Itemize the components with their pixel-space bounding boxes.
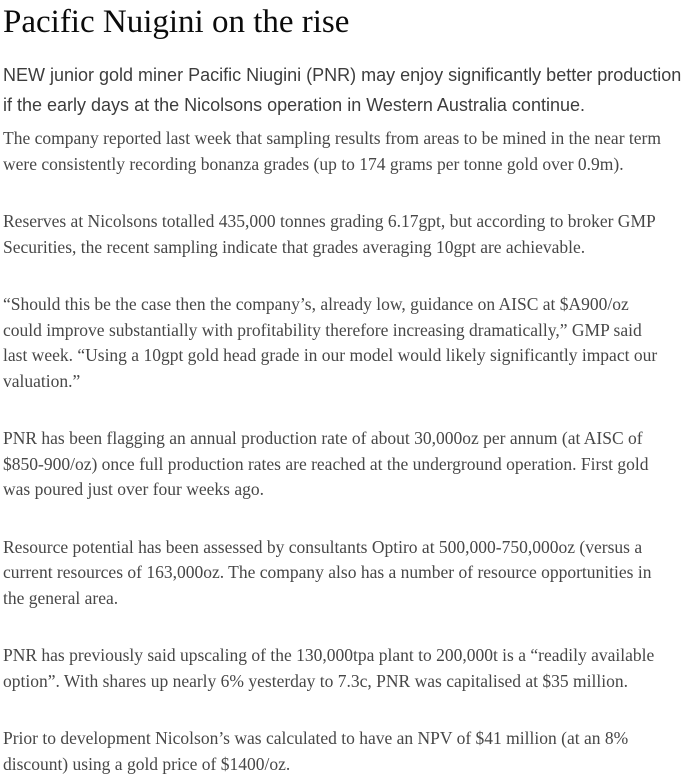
text-line: last week. “Using a 10gpt gold head grade in our model would likely significantly impact our [3,343,690,369]
text-line: Prior to development Nicolson’s was calculated to have an NPV of $41 million (at an 8% [3,726,690,752]
text-line: Resource potential has been assessed by consultants Optiro at 500,000-750,000oz (versus a [3,535,690,561]
text-line: PNR has been flagging an annual production rate of about 30,000oz per annum (at AISC of [3,426,690,452]
text-line: discount) using a gold price of $1400/oz. [3,752,690,777]
body-paragraph-5 [3,535,690,612]
lead-line: if the early days at the Nicolsons operation in Western Australia continue. [3,90,690,120]
text-line: “Should this be the case then the company’s, already low, guidance on AISC at $A900/oz [3,292,690,318]
lead-line: NEW junior gold miner Pacific Niugini (PNR) may enjoy significantly better production [3,60,690,90]
text-line: valuation.” [3,369,690,395]
text-line: PNR has previously said upscaling of the 130,000tpa plant to 200,000t is a “readily available [3,643,690,669]
text-line: could improve substantially with profitability therefore increasing dramatically,” GMP said [3,318,690,344]
text-line: current resources of 163,000oz. The company also has a number of resource opportunities in [3,560,690,586]
text-line: option”. With shares up nearly 6% yesterday to 7.3c, PNR was capitalised at $35 million. [3,669,690,695]
body-paragraph-3 [3,292,690,394]
text-line: was poured just over four weeks ago. [3,477,690,503]
body-paragraph-7 [3,726,690,777]
lead-paragraph [3,60,690,120]
article [3,2,690,777]
text-line: Securities, the recent sampling indicate that grades averaging 10gpt are achievable. [3,235,690,261]
body-paragraph-1 [3,126,690,177]
text-line: $850-900/oz) once full production rates are reached at the underground operation. First gold [3,452,690,478]
text-line: were consistently recording bonanza grades (up to 174 grams per tonne gold over 0.9m). [3,152,690,178]
text-line: Reserves at Nicolsons totalled 435,000 tonnes grading 6.17gpt, but according to broker GMP [3,209,690,235]
body-paragraph-6 [3,643,690,694]
text-line: The company reported last week that sampling results from areas to be mined in the near term [3,126,690,152]
body-paragraph-4 [3,426,690,503]
text-line: the general area. [3,586,690,612]
body-paragraph-2 [3,209,690,260]
article-title: Pacific Nuigini on the rise [3,2,690,42]
